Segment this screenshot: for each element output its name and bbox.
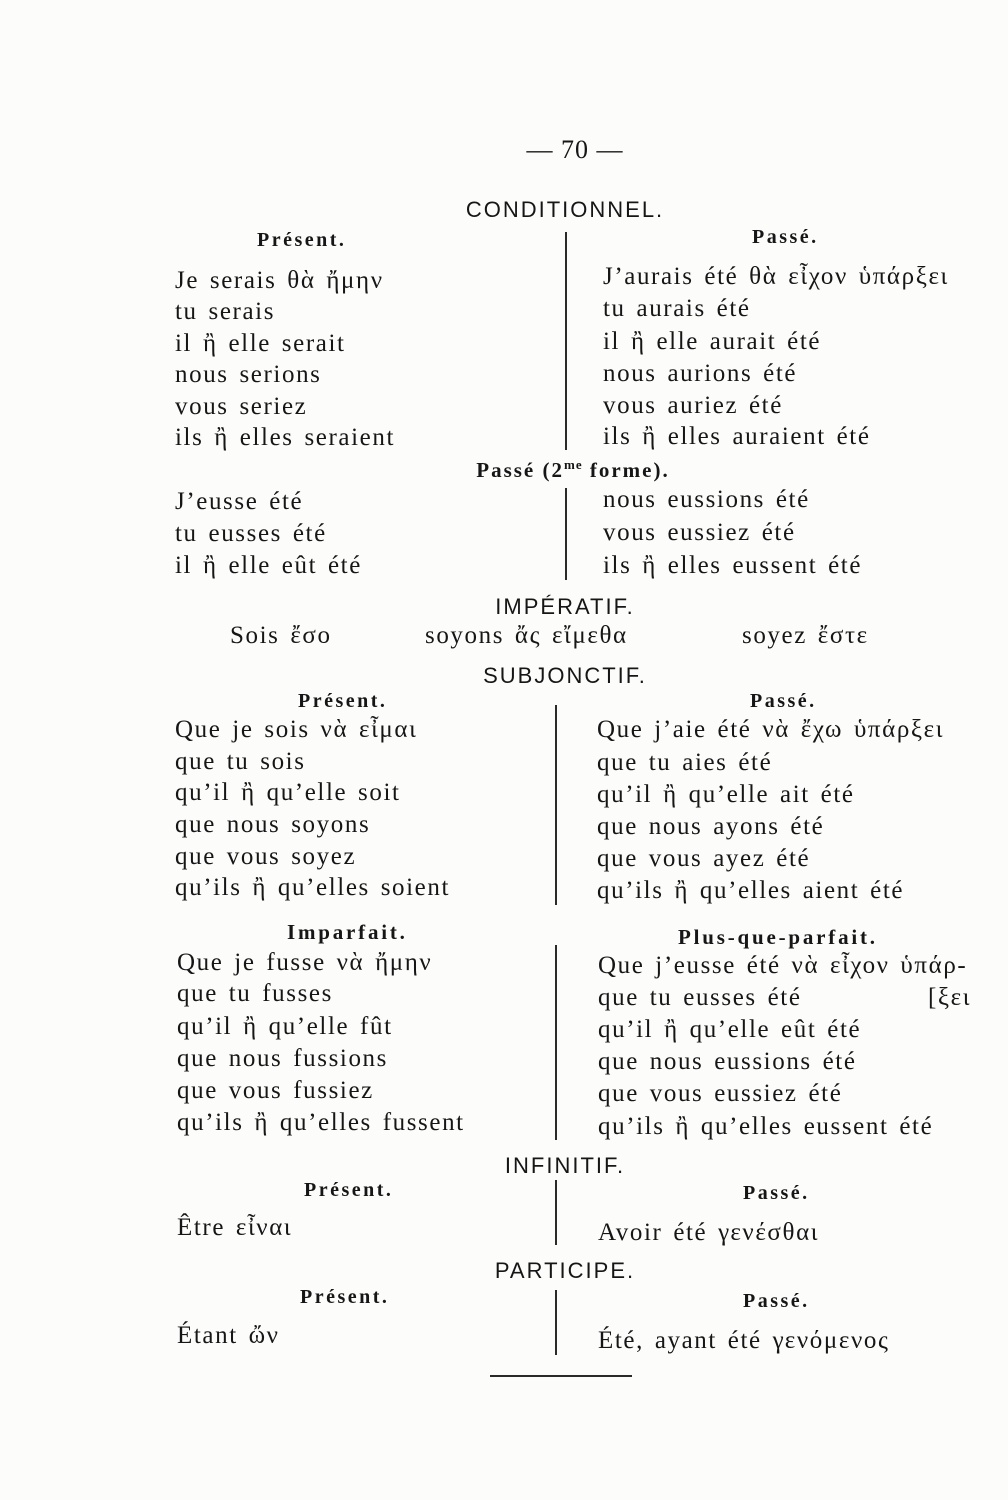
imperatif-form-1: Sois ἔσο	[230, 622, 332, 649]
subjonctif-passe-line-2: que tu aies été	[597, 749, 773, 776]
subjonctif-passe-line-6: qu’ils ἢ qu’elles aient été	[597, 877, 905, 904]
conditionnel-present-line-2: tu serais	[175, 298, 276, 325]
subjonctif-imparfait-line-6: qu’ils ἢ qu’elles fussent	[177, 1109, 465, 1136]
subjonctif-plus-que-parfait-line-4: que nous eussions été	[598, 1048, 857, 1075]
conditionnel-present-heading: Présent.	[257, 229, 347, 251]
subjonctif-imparfait-line-2: que tu fusses	[177, 980, 333, 1007]
subjonctif-imparfait-line-5: que vous fussiez	[177, 1077, 374, 1104]
subjonctif-plus-que-parfait-line-5: que vous eussiez été	[598, 1080, 843, 1107]
page-number: — 70 —	[526, 135, 624, 164]
conditionnel-passe-line-1: J’aurais été θὰ εἶχον ὑπάρξει	[603, 263, 949, 290]
infinitif-present-heading: Présent.	[304, 1179, 394, 1201]
participe-present-form: Étant ὤν	[177, 1322, 280, 1349]
column-divider	[555, 945, 557, 1140]
conditionnel-passe-line-5: vous auriez été	[603, 392, 783, 419]
subjonctif-present-line-1: Que je sois νὰ εἶμαι	[175, 716, 418, 743]
subjonctif-present-line-2: que tu sois	[175, 748, 306, 775]
infinitif-present-form: Être εἶναι	[177, 1214, 293, 1241]
conditionnel-passe-line-3: il ἢ elle aurait été	[603, 328, 822, 355]
subjonctif-plus-que-parfait-line-2: que tu eusses été	[598, 984, 802, 1011]
passe-2e-forme-left-line-3: il ἢ elle eût été	[175, 552, 362, 579]
passe-2e-forme-left-line-1: J’eusse été	[175, 488, 304, 515]
participe-title: PARTICIPE.	[494, 1258, 636, 1283]
conditionnel-passe-line-6: ils ἢ elles auraient été	[603, 423, 871, 450]
conditionnel-title: CONDITIONNEL.	[465, 197, 665, 222]
participe-passe-form: Été, ayant été γενόμενος	[598, 1327, 890, 1354]
passe-2e-forme-heading-after: forme).	[582, 458, 670, 482]
subjonctif-present-line-5: que vous soyez	[175, 843, 357, 870]
subjonctif-imparfait-line-3: qu’il ἢ qu’elle fût	[177, 1013, 393, 1040]
subjonctif-plus-que-parfait-line-1: Que j’eusse été νὰ εἶχον ὑπάρ-	[598, 952, 968, 979]
infinitif-passe-form: Avoir été γενέσθαι	[598, 1219, 820, 1246]
passe-2e-forme-heading-before: Passé (2	[476, 458, 564, 482]
passe-2e-forme-heading-superscript: me	[564, 457, 583, 472]
subjonctif-passe-line-3: qu’il ἢ qu’elle ait été	[597, 781, 855, 808]
participe-passe-heading: Passé.	[743, 1290, 810, 1312]
subjonctif-passe-line-5: que vous ayez été	[597, 845, 811, 872]
conditionnel-passe-line-2: tu aurais été	[603, 295, 751, 322]
subjonctif-plus-que-parfait-line-6: qu’ils ἢ qu’elles eussent été	[598, 1113, 934, 1140]
conditionnel-present-line-6: ils ἢ elles seraient	[175, 424, 395, 451]
conditionnel-passe-line-4: nous aurions été	[603, 360, 798, 387]
subjonctif-passe-line-1: Que j’aie été νὰ ἔχω ὑπάρξει	[597, 716, 945, 743]
subjonctif-title: SUBJONCTIF.	[483, 663, 647, 688]
subjonctif-present-line-4: que nous soyons	[175, 811, 371, 838]
subjonctif-plus-que-parfait-heading: Plus-que-parfait.	[678, 925, 878, 949]
subjonctif-imparfait-line-4: que nous fussions	[177, 1045, 388, 1072]
subjonctif-plus-que-parfait-line-3: qu’il ἢ qu’elle eût été	[598, 1016, 862, 1043]
passe-2e-forme-right-line-1: nous eussions été	[603, 486, 810, 513]
subjonctif-present-line-3: qu’il ἢ qu’elle soit	[175, 779, 401, 806]
subjonctif-present-heading: Présent.	[298, 690, 388, 712]
conditionnel-present-line-4: nous serions	[175, 361, 322, 388]
conditionnel-present-line-1: Je serais θὰ ἤμην	[175, 267, 384, 294]
subjonctif-plus-que-parfait-continuation: [ξει	[928, 984, 972, 1011]
subjonctif-present-line-6: qu’ils ἢ qu’elles soient	[175, 874, 451, 901]
subjonctif-passe-line-4: que nous ayons été	[597, 813, 825, 840]
participe-present-heading: Présent.	[300, 1286, 390, 1308]
imperatif-form-2: soyons ἄς εἴμεθα	[425, 622, 628, 649]
column-divider	[565, 232, 567, 450]
column-divider	[555, 1290, 557, 1355]
column-divider	[555, 705, 557, 905]
conditionnel-passe-heading: Passé.	[752, 226, 819, 248]
subjonctif-passe-heading: Passé.	[750, 690, 817, 712]
column-divider	[555, 1180, 557, 1245]
closing-rule	[490, 1375, 632, 1377]
column-divider	[565, 488, 567, 580]
subjonctif-imparfait-heading: Imparfait.	[287, 920, 408, 944]
infinitif-passe-heading: Passé.	[743, 1182, 810, 1204]
passe-2e-forme-right-line-3: ils ἢ elles eussent été	[603, 552, 863, 579]
passe-2e-forme-left-line-2: tu eusses été	[175, 520, 327, 547]
conditionnel-present-line-5: vous seriez	[175, 393, 308, 420]
imperatif-title: IMPÉRATIF.	[495, 594, 635, 619]
infinitif-title: INFINITIF.	[504, 1153, 626, 1178]
passe-2e-forme-heading	[373, 457, 773, 483]
passe-2e-forme-right-line-2: vous eussiez été	[603, 519, 796, 546]
subjonctif-imparfait-line-1: Que je fusse νὰ ἤμην	[177, 949, 433, 976]
imperatif-form-3: soyez ἔστε	[742, 622, 869, 649]
conditionnel-present-line-3: il ἢ elle serait	[175, 330, 346, 357]
